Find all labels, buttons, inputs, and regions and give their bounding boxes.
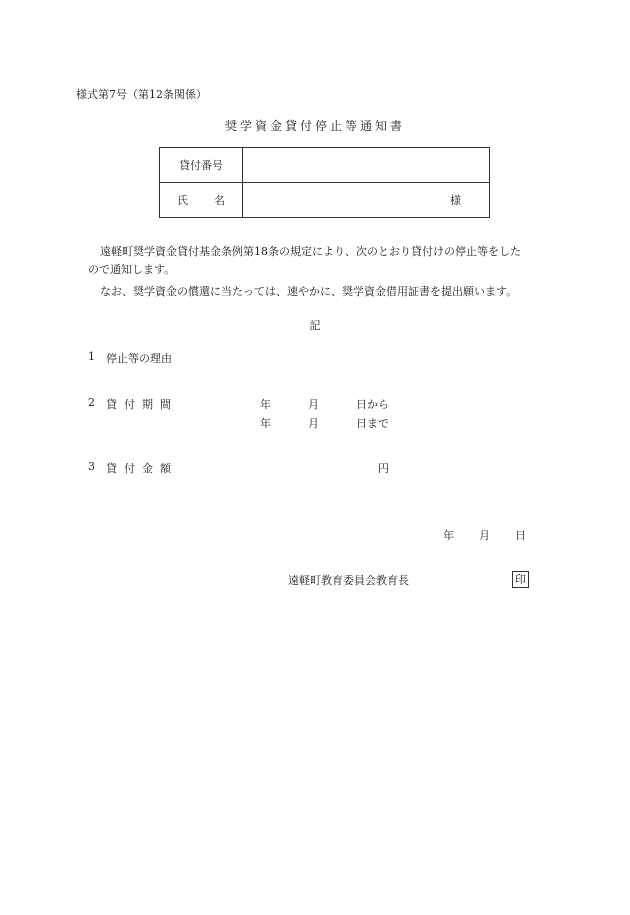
amount-unit: 円 [378,462,389,475]
item-3-label: 貸付金額 [106,462,178,475]
period-from-year: 年 [260,398,271,411]
form-number: 様式第7号（第12条関係） [76,88,207,101]
period-from-day: 日から [356,398,389,411]
item-1-label: 停止等の理由 [106,352,172,365]
name-field[interactable] [243,183,490,218]
date-month: 月 [479,529,490,542]
ki-heading: 記 [309,319,321,332]
item-1-number: 1 [88,350,95,363]
name-label: 氏名 [177,194,225,207]
body-line-1: 遠軽町奨学資金貸付基金条例第18条の規定により、次のとおり貸付けの停止等をした [100,245,521,258]
seal-mark: 印 [512,571,529,588]
item-2-number: 2 [88,396,95,409]
period-from-month: 月 [308,398,319,411]
period-to-year: 年 [260,417,271,430]
info-table [159,147,490,218]
date-year: 年 [443,529,454,542]
item-2-label: 貸付期間 [106,398,178,411]
loan-number-label: 貸付番号 [160,148,243,183]
body-line-2: ので通知します。 [88,263,176,276]
name-row [160,183,490,218]
body-line-3: なお、奨学資金の償還に当たっては、速やかに、奨学資金借用証書を提出願います。 [100,285,518,298]
period-to-month: 月 [308,417,319,430]
period-to-day: 日まで [356,417,389,430]
loan-number-row [160,148,490,183]
name-suffix: 様 [450,194,461,207]
date-day: 日 [515,529,526,542]
item-3-number: 3 [88,460,95,473]
loan-number-field[interactable] [243,148,490,183]
document-title: 奨学資金貸付停止等通知書 [224,119,405,133]
issuer-name: 遠軽町教育委員会教育長 [288,574,409,587]
